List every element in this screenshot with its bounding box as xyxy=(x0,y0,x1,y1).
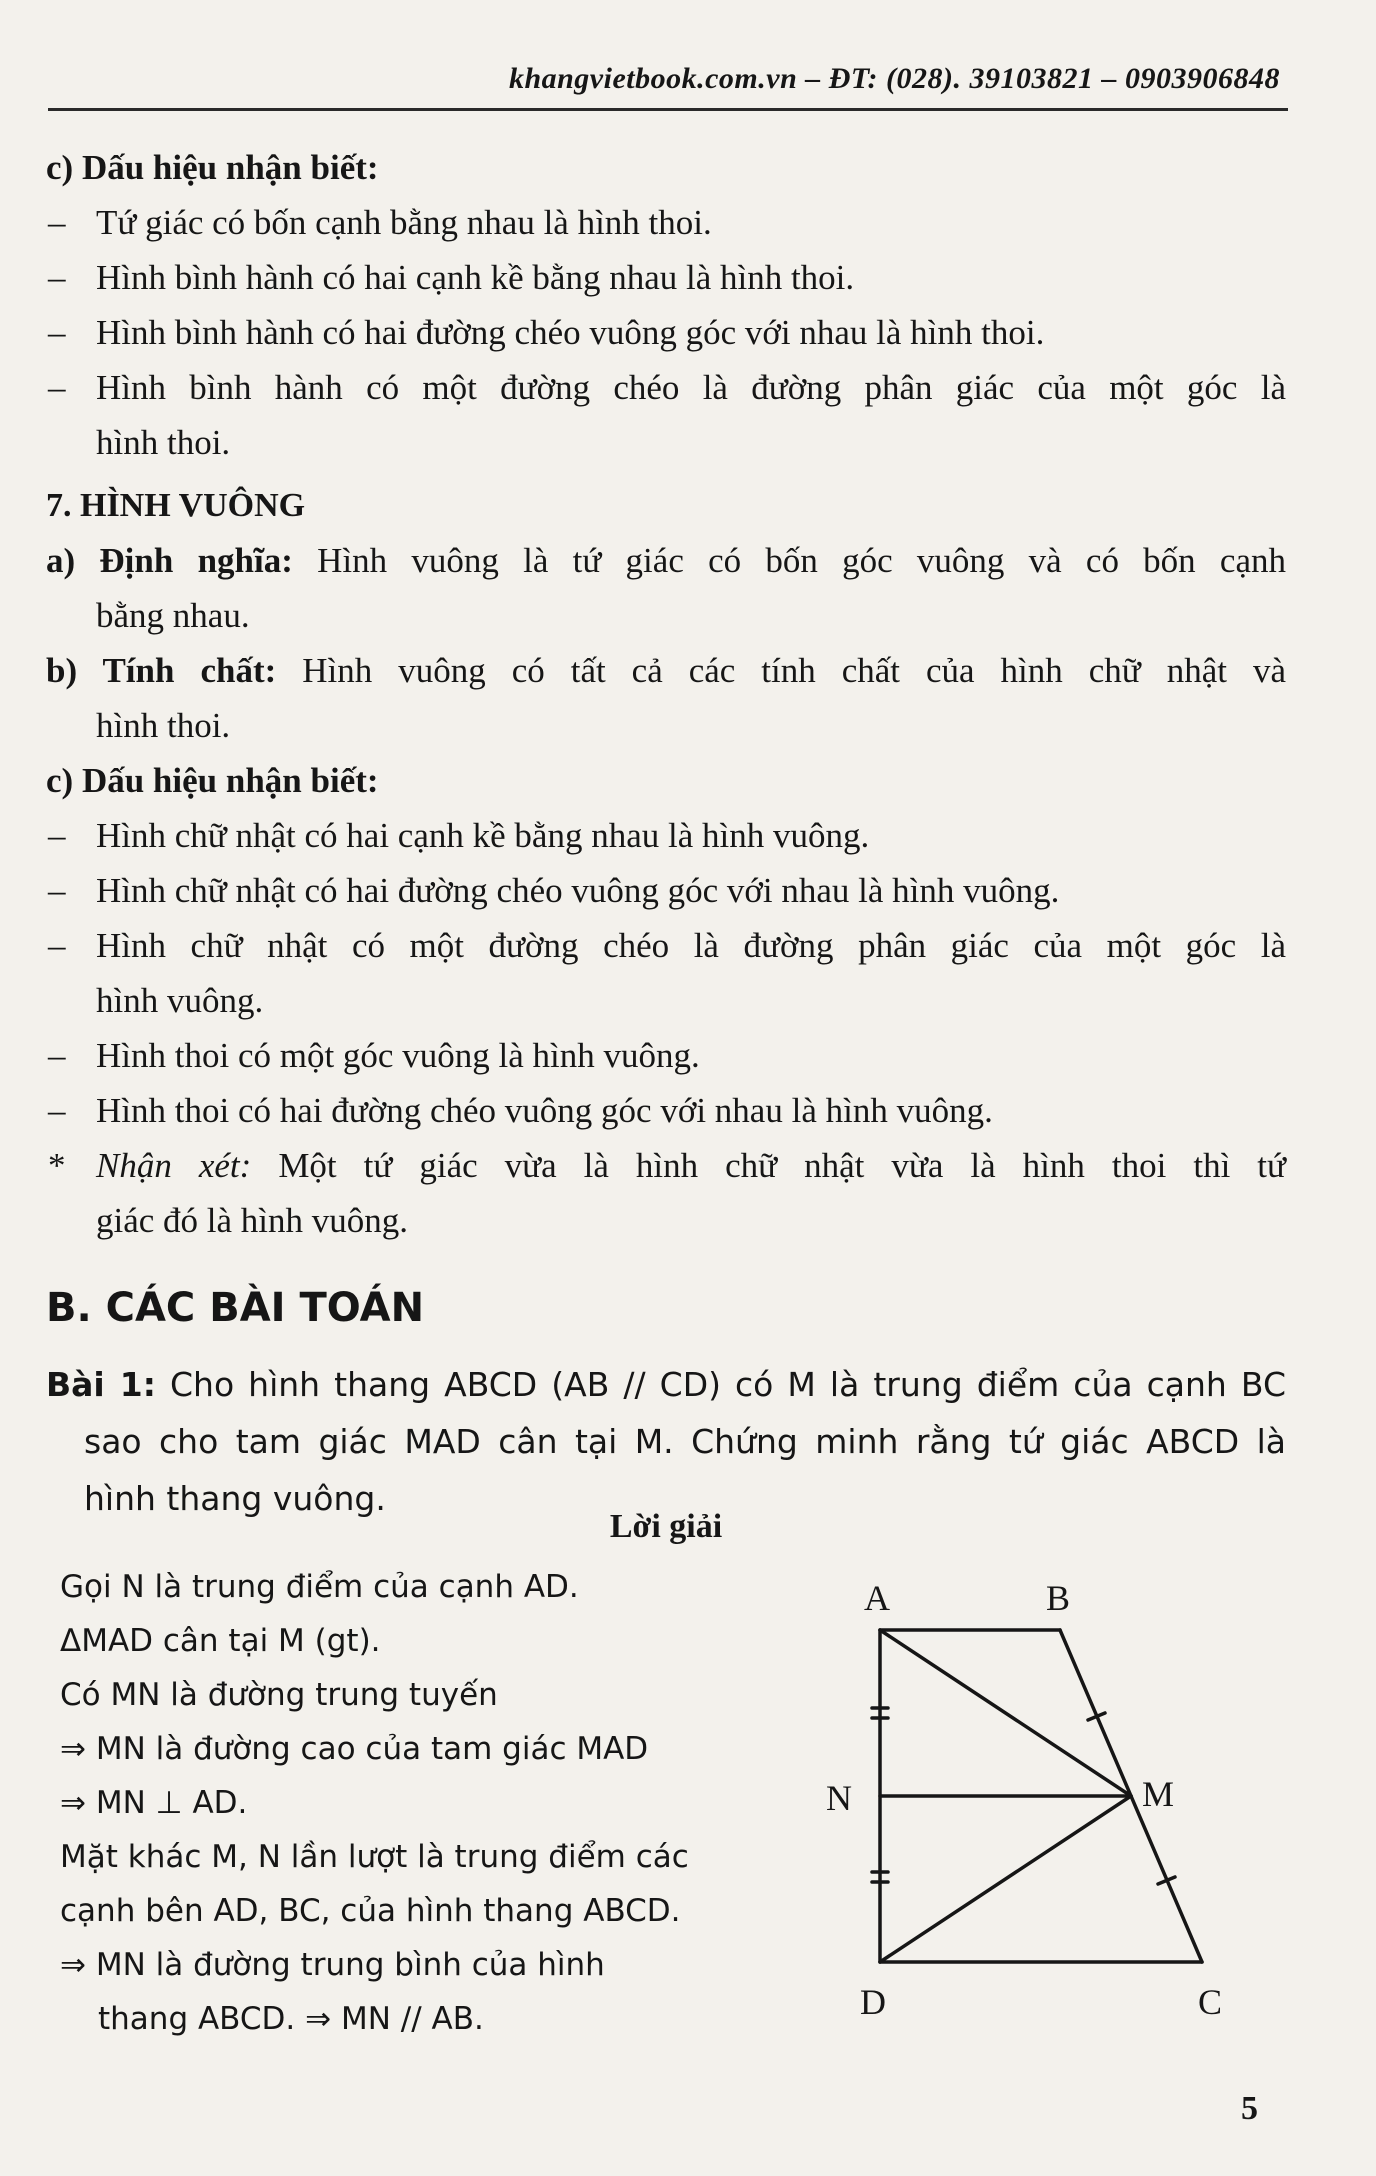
exercise-line: hình thang vuông. xyxy=(84,1479,386,1518)
label-M: M xyxy=(1142,1774,1175,1814)
solution-line: Mặt khác M, N lần lượt là trung điểm các xyxy=(60,1839,689,1875)
label-N: N xyxy=(826,1778,852,1818)
dash-icon: – xyxy=(48,871,66,910)
main-content xyxy=(46,140,1286,1527)
solution-line: ⇒ MN là đường cao của tam giác MAD xyxy=(60,1731,649,1767)
section-b-title: B. CÁC BÀI TOÁN xyxy=(46,1285,425,1331)
list-item: – Hình chữ nhật có hai đường chéo vuông góc với nhau là hình vuông. xyxy=(46,863,1286,918)
solution-line: thang ABCD. ⇒ MN // AB. xyxy=(98,2001,484,2037)
page-number: 5 xyxy=(1241,2090,1258,2127)
trapezoid-figure xyxy=(820,1570,1240,2020)
list-item: – Hình chữ nhật có một đường chéo là đường phân giác của một góc là xyxy=(46,918,1286,973)
dash-icon: – xyxy=(48,926,66,965)
solution-line: Gọi N là trung điểm của cạnh AD. xyxy=(60,1569,579,1605)
asterisk-icon: * xyxy=(48,1146,66,1185)
header-rule xyxy=(48,108,1288,111)
list-item-continuation: hình thoi. xyxy=(96,423,231,462)
exercise-1 xyxy=(46,1356,1286,1527)
dash-icon: – xyxy=(48,816,66,855)
list-item: – Hình bình hành có một đường chéo là đường phân giác của một góc là xyxy=(46,360,1286,415)
segment-AM xyxy=(880,1630,1131,1796)
list-item: – Tứ giác có bốn cạnh bằng nhau là hình thoi. xyxy=(46,195,1286,250)
solution-line: ⇒ MN ⊥ AD. xyxy=(60,1785,248,1821)
solution-line: ΔMAD cân tại M (gt). xyxy=(60,1623,381,1659)
solution-line: ⇒ MN là đường trung bình của hình xyxy=(60,1947,605,1983)
solution-body xyxy=(60,1560,840,2046)
label-A: A xyxy=(864,1578,890,1618)
solution-heading: Lời giải xyxy=(609,1508,723,1545)
list-item: – Hình bình hành có hai đường chéo vuông góc với nhau là hình thoi. xyxy=(46,305,1286,360)
exercise-line: Bài 1: Cho hình thang ABCD (AB // CD) có M là trung điểm của cạnh BC xyxy=(46,1365,1286,1404)
section-6c-heading: c) Dấu hiệu nhận biết: xyxy=(46,148,379,187)
definition-line: a) Định nghĩa: Hình vuông là tứ giác có bốn góc vuông và có bốn cạnh xyxy=(46,541,1286,580)
dash-icon: – xyxy=(48,203,66,242)
list-item-continuation: hình vuông. xyxy=(96,981,264,1020)
segment-DM xyxy=(880,1796,1131,1962)
label-C: C xyxy=(1198,1982,1223,2020)
dash-icon: – xyxy=(48,1091,66,1130)
solution-line: cạnh bên AD, BC, của hình thang ABCD. xyxy=(60,1893,681,1929)
section-7c-heading: c) Dấu hiệu nhận biết: xyxy=(46,761,379,800)
page-header: khangvietbook.com.vn – ĐT: (028). 39103821 – 0903906848 xyxy=(508,62,1280,95)
note-continuation: giác đó là hình vuông. xyxy=(96,1201,409,1240)
solution-line: Có MN là đường trung tuyến xyxy=(60,1677,498,1713)
property-line: b) Tính chất: Hình vuông có tất cả các tính chất của hình chữ nhật và xyxy=(46,651,1286,690)
exercise-line: sao cho tam giác MAD cân tại M. Chứng minh rằng tứ giác ABCD là xyxy=(84,1422,1286,1461)
list-item: – Hình thoi có một góc vuông là hình vuông. xyxy=(46,1028,1286,1083)
section-7-title: 7. HÌNH VUÔNG xyxy=(46,487,306,524)
definition-continuation: bằng nhau. xyxy=(96,596,250,635)
dash-icon: – xyxy=(48,368,66,407)
list-item: – Hình bình hành có hai cạnh kề bằng nhau là hình thoi. xyxy=(46,250,1286,305)
dash-icon: – xyxy=(48,1036,66,1075)
label-D: D xyxy=(860,1982,886,2020)
dash-icon: – xyxy=(48,313,66,352)
dash-icon: – xyxy=(48,258,66,297)
note-line: * Nhận xét: Một tứ giác vừa là hình chữ nhật vừa là hình thoi thì tứ xyxy=(46,1138,1286,1193)
list-item: – Hình chữ nhật có hai cạnh kề bằng nhau là hình vuông. xyxy=(46,808,1286,863)
label-B: B xyxy=(1046,1578,1071,1618)
property-continuation: hình thoi. xyxy=(96,706,231,745)
list-item: – Hình thoi có hai đường chéo vuông góc với nhau là hình vuông. xyxy=(46,1083,1286,1138)
